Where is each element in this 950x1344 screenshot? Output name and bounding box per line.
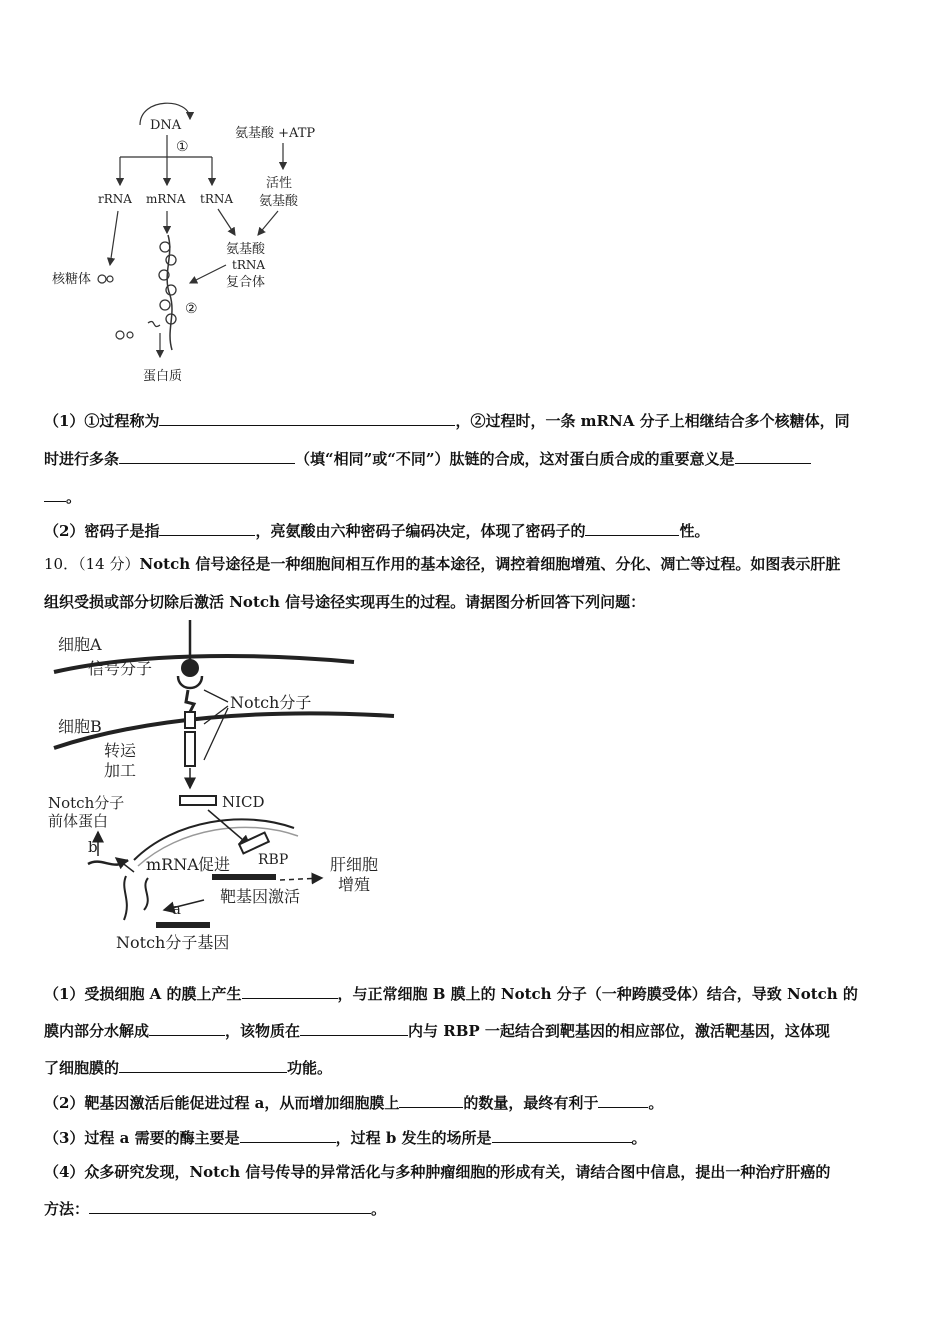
q9-part1-line3: 。 (44, 486, 906, 507)
protein-label: 蛋白质 (143, 369, 183, 384)
notch-intracellular (185, 732, 195, 766)
b-label: b (88, 838, 98, 856)
transport-label-1: 转运 (104, 741, 137, 760)
q10-intro-line1: 10．（14 分）Notch 信号途径是一种细胞间相互作用的基本途径，调控着细胞增殖、分化、凋亡等过程。如图表示肝脏 (44, 555, 841, 573)
target-gene-bar (212, 874, 276, 880)
mrna-label: mRNA (146, 855, 199, 874)
rbp-icon (239, 833, 269, 854)
answer-blank[interactable] (300, 1020, 408, 1036)
mrna-label: mRNA (146, 192, 186, 206)
notch-label: Notch分子 (230, 693, 312, 712)
precursor-label-2: 前体蛋白 (48, 812, 109, 830)
promote-label: 促进 (198, 855, 231, 874)
signal-molecule-icon (181, 659, 199, 677)
cell-b-label: 细胞B (58, 717, 102, 736)
complex-label-1: 氨基酸 (226, 242, 266, 257)
q10-intro-line2: 组织受损或部分切除后激活 Notch 信号途径实现再生的过程。请据图分析回答下列问题： (44, 593, 646, 611)
q10-part1-line2: 膜内部分水解成 ，该物质在 内与 RBP 一起结合到靶基因的相应部位，激活靶基因，这体现 (44, 1022, 830, 1040)
step1-label: ① (176, 139, 189, 155)
gene-expression-figure (40, 95, 340, 390)
q9-part1-line2: 时进行多条 （填“相同”或“不同”）肽链的合成，这对蛋白质合成的重要意义是 (44, 448, 906, 469)
mrna-strand (144, 878, 148, 910)
q10-part1-line1: （1）受损细胞 A 的膜上产生 ，与正常细胞 B 膜上的 Notch 分子（一种跨膜受体）结合，导致 Notch 的 (44, 985, 858, 1003)
answer-blank[interactable] (492, 1127, 632, 1143)
a-label: a (172, 900, 181, 918)
answer-blank[interactable] (149, 1020, 225, 1036)
answer-blank[interactable] (119, 448, 295, 464)
aa-atp-label: 氨基酸 +ATP (235, 126, 316, 141)
answer-blank[interactable] (242, 983, 338, 999)
rbp-label: RBP (258, 852, 289, 868)
q9-part1-line1: （1）①过程称为 ，②过程时，一条 mRNA 分子上相继结合多个核糖体，同 (44, 412, 850, 430)
q10-part1-line3: 了细胞膜的 功能。 (44, 1059, 333, 1077)
complex-label-3: 复合体 (226, 275, 266, 290)
nicd-icon (180, 796, 216, 805)
cell-a-label: 细胞A (58, 635, 102, 654)
q10-part4-line1: （4）众多研究发现，Notch 信号传导的异常活化与多种肿瘤细胞的形成有关，请结合图中信息，提出一种治疗肝癌的 (44, 1163, 831, 1181)
answer-blank[interactable] (735, 448, 811, 464)
ribosome-icon (98, 275, 106, 283)
notch-gene-bar (156, 922, 210, 928)
answer-blank[interactable] (585, 520, 679, 536)
answer-blank[interactable] (159, 410, 455, 426)
liver-label-1: 肝细胞 (330, 855, 379, 874)
active-aa-label-2: 氨基酸 (259, 194, 299, 209)
polysome-mrna (167, 235, 172, 350)
trna-label: tRNA (200, 192, 234, 206)
answer-blank[interactable] (119, 1057, 287, 1073)
answer-blank[interactable] (89, 1198, 371, 1214)
dna-label: DNA (150, 118, 182, 133)
liver-label-2: 增殖 (338, 875, 371, 894)
answer-blank-cont[interactable] (44, 486, 66, 502)
transport-label-2: 加工 (104, 761, 137, 780)
active-aa-label-1: 活性 (266, 176, 293, 191)
precursor-label-1: Notch分子 (48, 794, 125, 812)
nicd-label: NICD (222, 793, 265, 811)
target-label: 靶基因激活 (220, 887, 301, 906)
notch-pathway-figure (44, 620, 404, 960)
q10-part3: （3）过程 a 需要的酶主要是 ，过程 b 发生的场所是 。 (44, 1129, 647, 1147)
q9-part2: （2）密码子是指 ，亮氨酸由六种密码子编码决定，体现了密码子的 性。 (44, 522, 710, 540)
q10-part4-line2: 方法： 。 (44, 1200, 387, 1218)
step2-label: ② (185, 301, 198, 317)
ribosome-label: 核糖体 (52, 272, 92, 287)
signal-label: 信号分子 (88, 659, 153, 678)
gene-label: Notch分子基因 (116, 933, 230, 952)
rrna-label: rRNA (98, 192, 132, 206)
q10-part2: （2）靶基因激活后能促进过程 a，从而增加细胞膜上 的数量，最终有利于 。 (44, 1094, 664, 1112)
question-number: 10．（14 分） (44, 555, 140, 573)
answer-blank[interactable] (159, 520, 255, 536)
answer-blank[interactable] (240, 1127, 336, 1143)
answer-blank[interactable] (399, 1092, 463, 1108)
dashed-arrow (280, 878, 322, 880)
complex-label-2: tRNA (232, 258, 266, 272)
answer-blank[interactable] (598, 1092, 648, 1108)
